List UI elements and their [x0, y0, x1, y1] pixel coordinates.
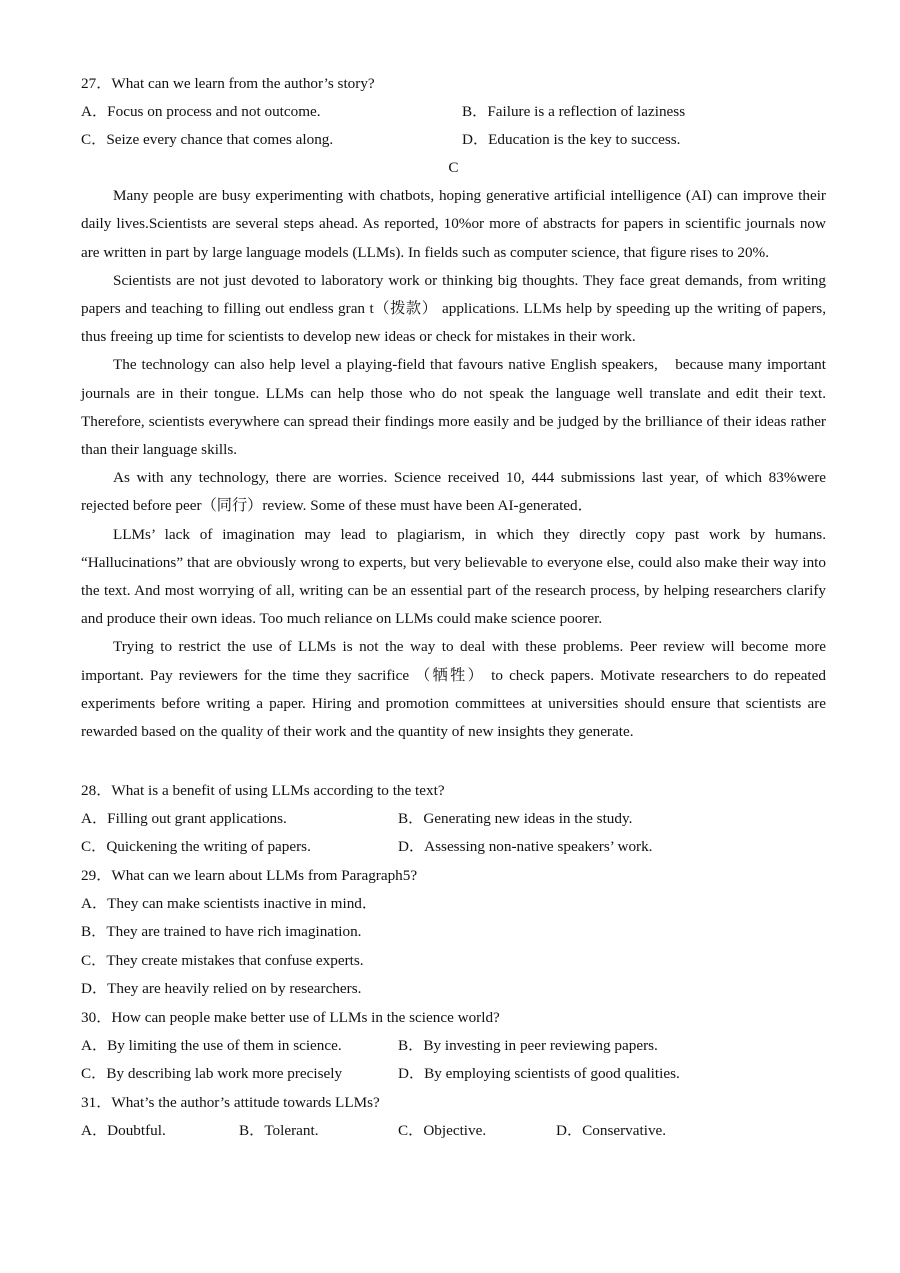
option-b[interactable] [462, 98, 685, 126]
option-label: A． [81, 895, 108, 913]
option-text: By describing lab work more precisely [106, 1065, 343, 1083]
option-label: A． [81, 810, 108, 828]
question-30 [81, 1004, 826, 1089]
option-a[interactable] [81, 1117, 166, 1145]
option-row [81, 833, 826, 861]
option-row [81, 1060, 826, 1088]
option-text: They can make scientists inactive in mind． [107, 895, 378, 913]
option-b[interactable] [398, 805, 632, 833]
option-label: B． [398, 1037, 424, 1055]
option-d[interactable] [398, 833, 652, 861]
option-text: They are trained to have rich imagination. [106, 923, 362, 941]
option-label: D． [398, 838, 425, 856]
option-label: B． [239, 1122, 265, 1140]
option-label: A． [81, 103, 108, 121]
question-27 [81, 70, 826, 155]
passage-paragraph-4: As with any technology, there are worries. Science received 10, 444 submissions last year, of which 83%were rejected before peer（同行）review. Some of these must have been AI-generated． [81, 469, 826, 515]
passage-paragraph-2: Scientists are not just devoted to laboratory work or thinking big thoughts. They face great demands, from writing papers and teaching to filling out endless gran t（拨款） applications. LLMs help by speeding up the writing of papers, thus freeing up time for scientists to develop new ideas or check for mistakes in their work. [81, 271, 826, 346]
option-text: Education is the key to success. [488, 131, 681, 149]
option-text: By investing in peer reviewing papers. [423, 1037, 658, 1055]
option-a[interactable] [81, 805, 287, 833]
option-text: By employing scientists of good qualities. [424, 1065, 680, 1083]
option-label: B． [462, 103, 488, 121]
question-31 [81, 1089, 826, 1145]
question-stem: 29．What can we learn about LLMs from Paragraph5? [81, 867, 418, 884]
option-d[interactable] [81, 975, 826, 1003]
question-28 [81, 777, 826, 862]
option-text: Seize every chance that comes along. [106, 131, 334, 149]
option-label: A． [81, 1037, 108, 1055]
option-text: Conservative. [582, 1122, 667, 1140]
section-letter: C [448, 159, 459, 176]
option-a[interactable] [81, 98, 321, 126]
passage-section [81, 154, 826, 746]
option-a[interactable] [81, 1032, 342, 1060]
option-text: Assessing non-native speakers’ work. [424, 838, 653, 856]
option-label: C． [81, 1065, 107, 1083]
option-text: Objective. [423, 1122, 487, 1140]
option-row [81, 805, 826, 833]
option-row [81, 98, 826, 126]
question-stem: 31．What’s the author’s attitude towards LLMs? [81, 1094, 380, 1111]
option-text: Focus on process and not outcome. [107, 103, 321, 121]
option-c[interactable] [81, 126, 333, 154]
option-text: They create mistakes that confuse experts. [106, 951, 364, 969]
option-text: Filling out grant applications. [107, 810, 287, 828]
option-b[interactable] [239, 1117, 319, 1145]
option-row [81, 1032, 826, 1060]
option-label: D． [81, 979, 108, 997]
option-b[interactable] [398, 1032, 658, 1060]
question-stem: 27．What can we learn from the author’s story? [81, 75, 375, 92]
passage-paragraph-1: Many people are busy experimenting with chatbots, hoping generative artificial intelligence (AI) can improve their daily lives.Scientists are several steps ahead. As reported, 10%or more of abstracts for papers in scientific journals now are written in part by large language models (LLMs). In fields such as computer science, that figure rises to 20%. [81, 187, 826, 261]
option-text: By limiting the use of them in science. [107, 1037, 342, 1055]
option-a[interactable] [81, 890, 826, 918]
option-text: Tolerant. [264, 1122, 319, 1140]
option-b[interactable] [81, 918, 826, 946]
option-label: D． [462, 131, 489, 149]
option-c[interactable] [81, 833, 311, 861]
option-d[interactable] [556, 1117, 666, 1145]
option-label: C． [398, 1122, 424, 1140]
question-29 [81, 862, 826, 1003]
option-d[interactable] [398, 1060, 680, 1088]
option-label: C． [81, 131, 107, 149]
option-label: D． [556, 1122, 583, 1140]
passage-paragraph-3: The technology can also help level a playing-field that favours native English speakers, because many important journals are in their tongue. LLMs can help those who do not speak the language well translate and edit their text. Therefore, scientists everywhere can spread their findings more easily and be judged by the brilliance of their ideas rather than their language skills. [81, 356, 826, 459]
option-d[interactable] [462, 126, 680, 154]
question-stem: 28．What is a benefit of using LLMs according to the text? [81, 782, 445, 799]
option-label: B． [81, 923, 107, 941]
option-c[interactable] [398, 1117, 486, 1145]
option-label: D． [398, 1065, 425, 1083]
option-text: Doubtful. [107, 1122, 166, 1140]
option-text: Quickening the writing of papers. [106, 838, 311, 856]
option-row [81, 126, 826, 154]
option-text: Failure is a reflection of laziness [487, 103, 686, 121]
option-c[interactable] [81, 947, 826, 975]
option-row [81, 1117, 826, 1145]
passage-paragraph-6: Trying to restrict the use of LLMs is not the way to deal with these problems. Peer review will become more important. Pay reviewers for the time they sacrifice （牺牲） to check papers. Motivate researchers to do repeated experiments before writing a paper. Hiring and promotion committees at universities should ensure that scientists are rewarded based on the quality of their work and the quantity of new insights they generate. [81, 638, 826, 741]
option-c[interactable] [81, 1060, 342, 1088]
option-text: Generating new ideas in the study. [423, 810, 633, 828]
passage-paragraph-5: LLMs’ lack of imagination may lead to plagiarism, in which they directly copy past work by humans. “Hallucinations” that are obviously wrong to experts, but very believable to everyone else, could also make their way into the text. And most worrying of all, writing can be an essential part of the research process, by helping researchers clarify and produce their own ideas. Too much reliance on LLMs could make science poorer. [81, 525, 826, 628]
option-label: B． [398, 810, 424, 828]
question-stem: 30．How can people make better use of LLMs in the science world? [81, 1009, 500, 1026]
option-label: C． [81, 951, 107, 969]
option-label: C． [81, 838, 107, 856]
option-label: A． [81, 1122, 108, 1140]
option-text: They are heavily relied on by researchers. [107, 979, 362, 997]
